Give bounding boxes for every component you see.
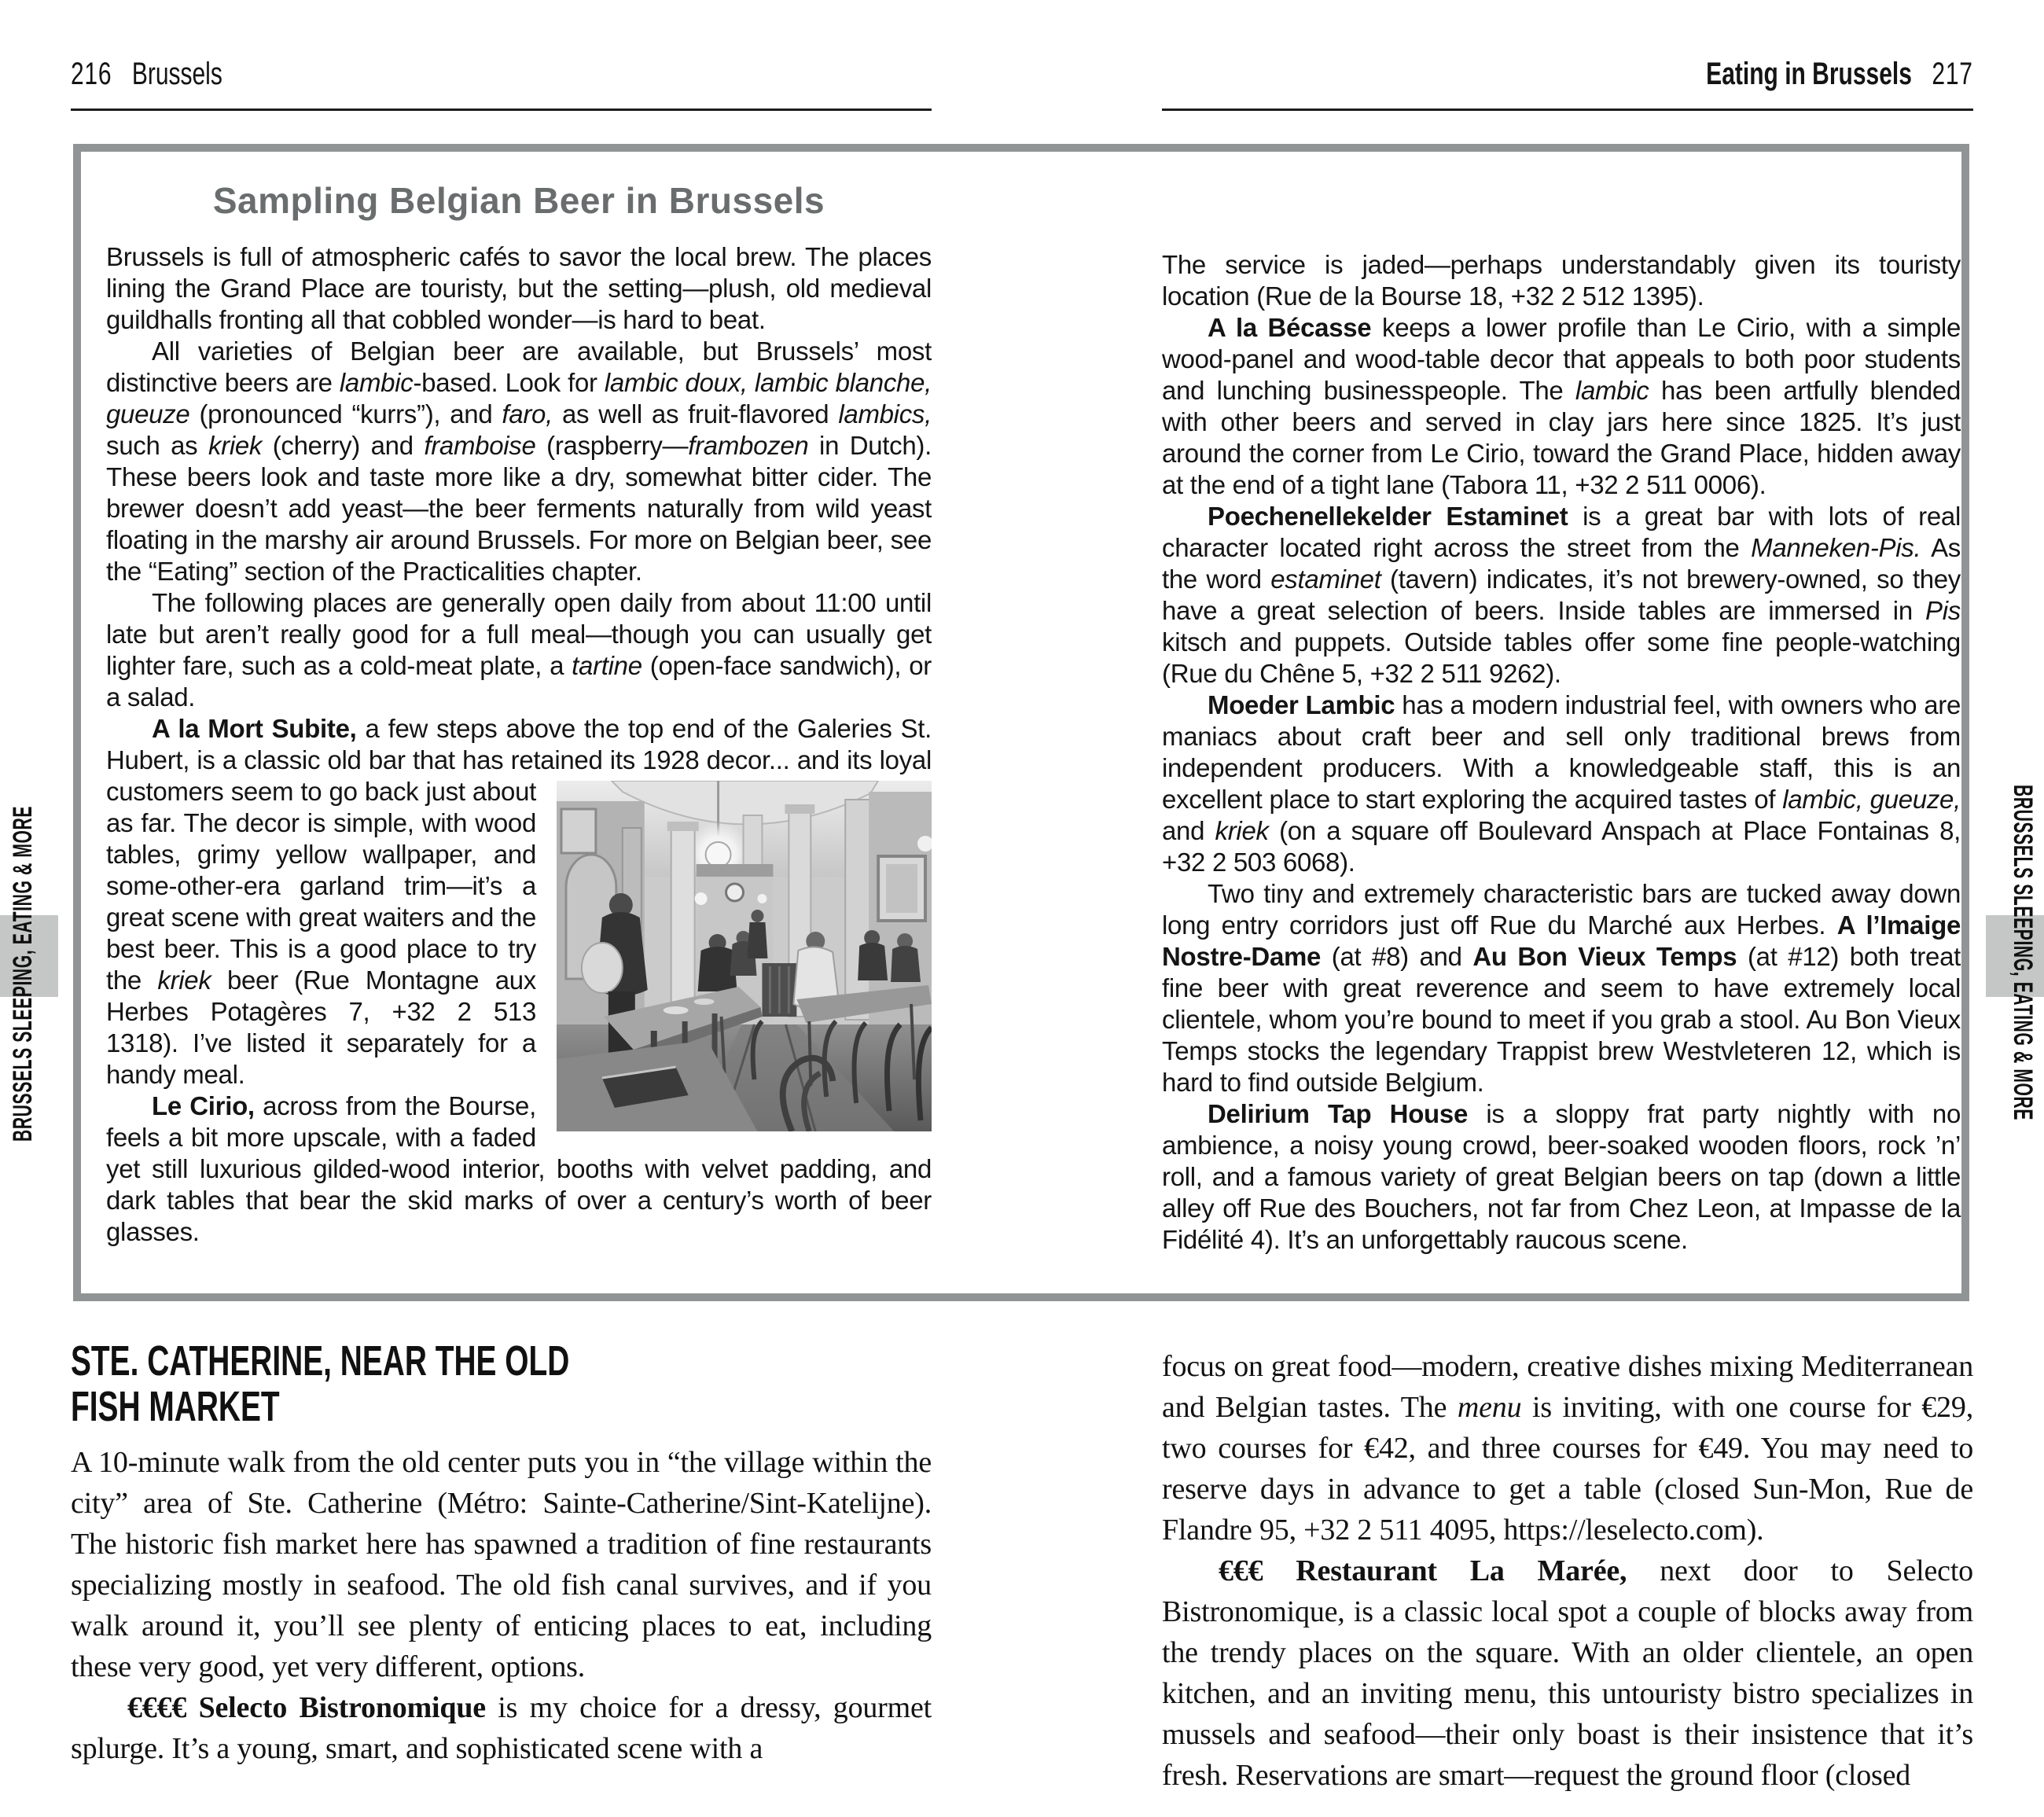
paragraph: Le Cirio, across from the Bourse, feels a bit more upscale, with a faded yet still luxurious gilded-wood interior, booths with velvet padding, and dark tables that bear the skid marks of over a century’s worth of beer glasses. bbox=[106, 1091, 932, 1246]
section-heading bbox=[71, 1338, 932, 1429]
paragraph: A la Bécasse keeps a lower profile than Le Cirio, with a simple wood-panel and wood-table decor that appeals to both poor students and lunching businesspeople. The lambic has been artfully blended with other beers and served in clay jars here since 1825. It’s just around the corner from Le Cirio, toward the Grand Place, hidden away at the end of a tight lane (Tabora 11, +32 2 511 0006). bbox=[1162, 313, 1961, 499]
paragraph: All varieties of Belgian beer are available, but Brussels’ most distinctive beers are lambic-based. Look for lambic doux, lambic blanche, gueuze (pronounced “kurrs”), and faro, as well as fruit-flavored lambics, such as kriek (cherry) and framboise (raspberry—frambozen in Dutch). These beers look and taste more like a dry, somewhat bitter cider. The brewer doesn’t add yeast—the beer ferments naturally from wild yeast floating in the marshy air around Brussels. For more on Belgian beer, see the “Eating” section of the Practicalities chapter. bbox=[106, 337, 932, 586]
running-head-left bbox=[71, 57, 222, 92]
cafe-interior-photo bbox=[557, 781, 932, 1131]
section-name-left: Brussels bbox=[131, 57, 222, 91]
paragraph: Two tiny and extremely characteristic bars are tucked away down long entry corridors just off Rue du Marché aux Herbes. A l’Imaige Nostre-Dame (at #8) and Au Bon Vieux Temps (at #12) both treat fine beer with great reverence and seem to have extremely local clientele, whom you’re bound to meet if you grab a stool. Au Bon Vieux Temps stocks the legendary Trappist brew Westvleteren 12, which is hard to find outside Belgium. bbox=[1162, 879, 1961, 1097]
paragraph: Delirium Tap House is a sloppy frat party nightly with no ambience, a noisy young crowd, beer-soaked wooden floors, rock ’n’ roll, and a famous variety of great Belgian beers on tap (down a little alley off Rue des Bouchers, not far from Chez Leon, at Impasse de la Fidélité 4). It’s an unforgettably raucous scene. bbox=[1162, 1099, 1961, 1254]
main-column-right bbox=[1162, 1346, 1973, 1796]
cafe-photo-illustration bbox=[557, 781, 932, 1131]
main-right-text bbox=[1162, 1346, 1973, 1796]
paragraph: A 10-minute walk from the old center puts you in “the village within the city” area of Ste. Catherine (Métro: Sainte-Catherine/Sint-Katelijne). The historic fish market here has spawned a tradition of fine restaurants specializing mostly in seafood. The old fish canal survives, and if you walk around it, you’ll see plenty of enticing places to eat, including these very good, yet very different, options. bbox=[71, 1446, 932, 1683]
paragraph: €€€€ Selecto Bistronomique is my choice for a dressy, gourmet splurge. It’s a young, smart, and sophisticated scene with a bbox=[71, 1691, 932, 1765]
paragraph: €€€ Restaurant La Marée, next door to Selecto Bistronomique, is a classic local spot a couple of blocks away from the trendy places on the square. With an older clientele, an open kitchen, and an inviting menu, this untouristy bistro specializes in mussels and seafood—their only boast is their insistence that it’s fresh. Reservations are smart—request the ground floor (closed bbox=[1162, 1554, 1973, 1792]
section-heading-line2: FISH MARKET bbox=[71, 1383, 280, 1430]
running-head-right bbox=[1706, 57, 1973, 92]
main-column-left bbox=[71, 1338, 932, 1769]
box-left-text bbox=[106, 241, 932, 1248]
paragraph: The following places are generally open daily from about 11:00 until late but aren’t really good for a full meal—though you can usually get lighter fare, such as a cold-meat plate, a tartine (open-face sandwich), or a salad. bbox=[106, 588, 932, 712]
right-vertical-label: BRUSSELS SLEEPING, EATING & MORE bbox=[2008, 785, 2038, 1121]
box-column-right bbox=[1162, 249, 1961, 1256]
section-name-right: Eating in Brussels bbox=[1706, 57, 1913, 91]
main-left-text bbox=[71, 1442, 932, 1769]
left-vertical-label: BRUSSELS SLEEPING, EATING & MORE bbox=[8, 805, 38, 1142]
paragraph: Moeder Lambic has a modern industrial feel, with owners who are maniacs about craft beer and sell only traditional brews from independent producers. With a knowledgeable staff, this is an excellent place to start exploring the acquired tastes of lambic, gueuze, and kriek (on a square off Boulevard Anspach at Place Fontainas 8, +32 2 503 6068). bbox=[1162, 690, 1961, 877]
box-right-text bbox=[1162, 249, 1961, 1256]
beer-sidebar-box bbox=[73, 144, 1969, 1301]
box-title: Sampling Belgian Beer in Brussels bbox=[212, 180, 825, 221]
paragraph: The service is jaded—perhaps understandably given its touristy location (Rue de la Bourse 18, +32 2 512 1395). bbox=[1162, 250, 1961, 311]
section-heading-line1: STE. CATHERINE, NEAR THE OLD bbox=[71, 1337, 570, 1385]
paragraph: Brussels is full of atmospheric cafés to savor the local brew. The places lining the Grand Place are touristy, but the setting—plush, old medieval guildhalls fronting all that cobbled wonder—is hard to beat. bbox=[106, 242, 932, 334]
box-column-left bbox=[106, 178, 932, 1248]
header-rule-right bbox=[1162, 109, 1973, 111]
paragraph: Poechenellekelder Estaminet is a great bar with lots of real character located right across the street from the Manneken-Pis. As the word estaminet (tavern) indicates, it’s not brewery-owned, so they have a great selection of beers. Inside tables are immersed in Pis kitsch and puppets. Outside tables offer some fine people-watching (Rue du Chêne 5, +32 2 511 9262). bbox=[1162, 502, 1961, 688]
page-number-left: 216 bbox=[71, 57, 112, 91]
paragraph: A la Mort Subite, a few steps above the top end of the Galeries St. Hubert, is a classic old bar that has retained its 1928 decor... and its loyal customers seem to go back just about as far. The decor is simple, with wood tables, grimy yellow wallpaper, and some-other-era garland trim—it’s a great scene with great waiters and the best beer. This is a good place to try the kriek beer (Rue Montagne aux Herbes Potagères 7, +32 2 513 1318). I’ve listed it separately for a handy meal. bbox=[106, 713, 932, 1091]
header-rule-left bbox=[71, 109, 932, 111]
page-number-right: 217 bbox=[1932, 57, 1973, 91]
paragraph: focus on great food—modern, creative dishes mixing Mediterranean and Belgian tastes. The menu is inviting, with one course for €29, two courses for €42, and three courses for €49. You may need to reserve days in advance to get a table (closed Sun-Mon, Rue de Flandre 95, +32 2 511 4095, https://leselecto.com). bbox=[1162, 1350, 1973, 1547]
